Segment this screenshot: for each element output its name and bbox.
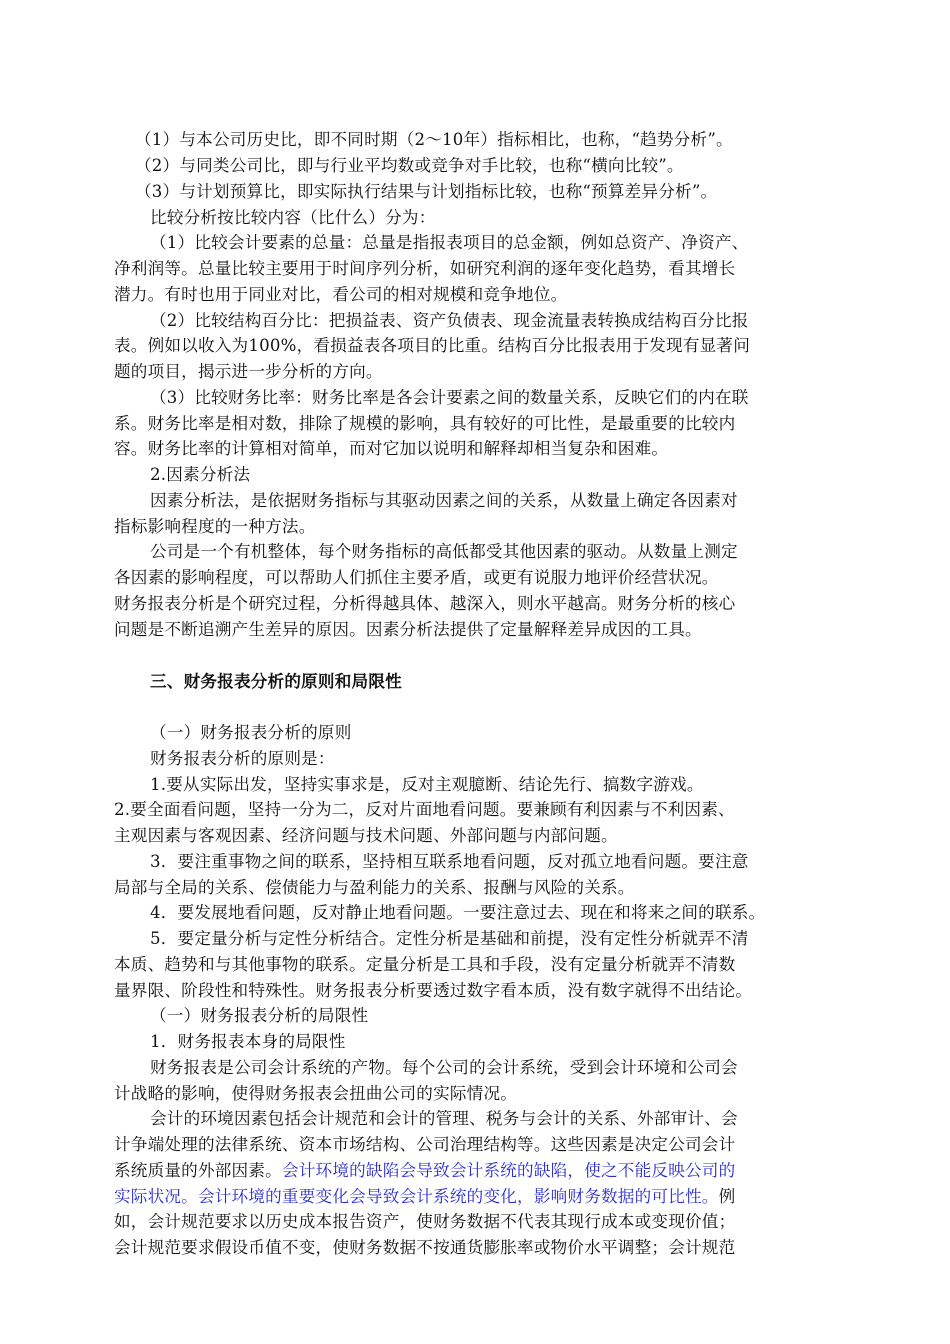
section-heading: 三、财务报表分析的原则和局限性 <box>150 672 402 691</box>
highlighted-text: 会计环境的缺陷会导致会计系统的缺陷，使之不能反映公司的 <box>281 1161 736 1180</box>
paragraph-line: 公司是一个有机整体，每个财务指标的高低都受其他因素的驱动。从数量上测定 <box>150 542 738 561</box>
paragraph-line: 问题是不断追溯产生差异的原因。因素分析法提供了定量解释差异成因的工具。 <box>114 620 702 639</box>
highlighted-text: 实际状况。会计环境的重要变化会导致会计系统的变化，影响财务数据的可比性。 <box>114 1187 719 1206</box>
paragraph-line: 题的项目，揭示进一步分析的方向。 <box>114 362 383 381</box>
paragraph-line: 财务报表是公司会计系统的产物。每个公司的会计系统，受到会计环境和公司会 <box>150 1058 738 1077</box>
paragraph-line: 容。财务比率的计算相对简单，而对它加以说明和解释却相当复杂和困难。 <box>114 439 669 458</box>
paragraph-line: 表。例如以收入为100%，看损益表各项目的比重。结构百分比报表用于发现有显著问 <box>114 336 751 355</box>
paragraph-line: 会计的环境因素包括会计规范和会计的管理、税务与会计的关系、外部审计、会 <box>150 1109 738 1128</box>
paragraph-line: （1）比较会计要素的总量：总量是指报表项目的总金额，例如总资产、净资产、 <box>150 233 749 252</box>
paragraph-line: （1）与本公司历史比，即不同时期（2～10年）指标相比，也称，“趋势分析”。 <box>135 130 733 149</box>
paragraph-line: （2）与同类公司比，即与行业平均数或竞争对手比较，也称“横向比较”。 <box>135 156 684 175</box>
paragraph-line: 1.要从实际出发，坚持实事求是，反对主观臆断、结论先行、搞数字游戏。 <box>150 775 704 794</box>
paragraph-line: 局部与全局的关系、偿债能力与盈利能力的关系、报酬与风险的关系。 <box>114 878 635 897</box>
paragraph-line: 比较分析按比较内容（比什么）分为： <box>150 208 436 227</box>
paragraph-line: 量界限、阶段性和特殊性。财务报表分析要透过数字看本质，没有数字就得不出结论。 <box>114 981 753 1000</box>
paragraph-line: （3）比较财务比率：财务比率是各会计要素之间的数量关系，反映它们的内在联 <box>150 388 749 407</box>
paragraph-line: 4．要发展地看问题，反对静止地看问题。一要注意过去、现在和将来之间的联系。 <box>150 903 766 922</box>
paragraph-line: 财务报表分析是个研究过程，分析得越具体、越深入，则水平越高。财务分析的核心 <box>114 594 736 613</box>
paragraph-line: 如，会计规范要求以历史成本报告资产，使财务数据不代表其现行成本或变现价值； <box>114 1212 736 1231</box>
paragraph-line: 因素分析法，是依据财务指标与其驱动因素之间的关系，从数量上确定各因素对 <box>150 491 738 510</box>
paragraph-line: 主观因素与客观因素、经济问题与技术问题、外部问题与内部问题。 <box>114 826 618 845</box>
paragraph-line: 2.要全面看问题，坚持一分为二，反对片面地看问题。要兼顾有利因素与不利因素、 <box>114 800 735 819</box>
paragraph-line: （3）与计划预算比，即实际执行结果与计划指标比较，也称“预算差异分析”。 <box>135 182 718 201</box>
paragraph-line: 1．财务报表本身的局限性 <box>150 1032 346 1051</box>
line-text: 系统质量的外部因素。 <box>114 1161 282 1180</box>
paragraph-line: （一）财务报表分析的原则 <box>150 723 352 742</box>
paragraph-line: 指标影响程度的一种方法。 <box>114 517 316 536</box>
paragraph-line: （一）财务报表分析的局限性 <box>150 1006 369 1025</box>
paragraph-line: 2.因素分析法 <box>150 465 251 484</box>
line-text: 例 <box>718 1187 736 1206</box>
paragraph-line: 计战略的影响，使得财务报表会扭曲公司的实际情况。 <box>114 1084 518 1103</box>
paragraph-line: 会计规范要求假设币值不变，使财务数据不按通货膨胀率或物价水平调整；会计规范 <box>114 1238 736 1257</box>
paragraph-line: 系。财务比率是相对数，排除了规模的影响，具有较好的可比性，是最重要的比较内 <box>114 414 736 433</box>
paragraph-line: 计争端处理的法律系统、资本市场结构、公司治理结构等。这些因素是决定公司会计 <box>114 1135 736 1154</box>
paragraph-line: 本质、趋势和与其他事物的联系。定量分析是工具和手段，没有定量分析就弄不清数 <box>114 955 736 974</box>
paragraph-line: 潜力。有时也用于同业对比，看公司的相对规模和竞争地位。 <box>114 285 568 304</box>
paragraph-line: 财务报表分析的原则是： <box>150 749 335 768</box>
paragraph-line <box>114 1158 735 1184</box>
paragraph-line: （2）比较结构百分比：把损益表、资产负债表、现金流量表转换成结构百分比报 <box>150 311 749 330</box>
paragraph-line <box>114 1184 735 1210</box>
paragraph-line: 各因素的影响程度，可以帮助人们抓住主要矛盾，或更有说服力地评价经营状况。 <box>114 568 719 587</box>
paragraph-line: 净利润等。总量比较主要用于时间序列分析，如研究利润的逐年变化趋势，看其增长 <box>114 259 736 278</box>
paragraph-line: 5．要定量分析与定性分析结合。定性分析是基础和前提，没有定性分析就弄不清 <box>150 929 749 948</box>
paragraph-line: 3．要注重事物之间的联系，坚持相互联系地看问题，反对孤立地看问题。要注意 <box>150 852 749 871</box>
